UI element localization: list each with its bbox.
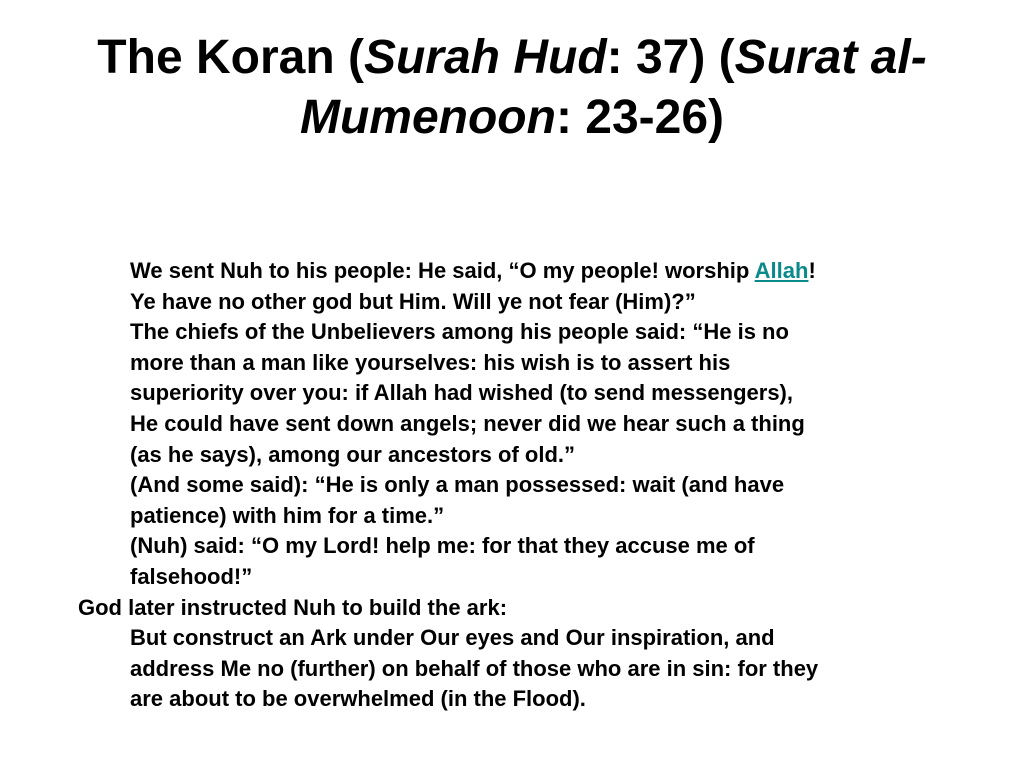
verse-line: (as he says), among our ancestors of old.” (130, 441, 575, 467)
instruction-text: God later instructed Nuh to build the ark: (78, 594, 508, 620)
ark-verse-line: address Me no (further) on behalf of those who are in sin: for they (130, 655, 819, 681)
ark-verse-line: are about to be overwhelmed (in the Flood). (130, 686, 586, 712)
verse-line (130, 256, 978, 287)
title-part-1: The Koran ( (97, 31, 364, 84)
verse-line: (And some said): “He is only a man possessed: wait (and have (130, 472, 785, 498)
verse-line: (Nuh) said: “O my Lord! help me: for that they accuse me of (130, 533, 755, 559)
verse-1-end: ! (808, 258, 816, 283)
slide-title (40, 28, 984, 148)
verse-line: Ye have no other god but Him. Will ye not fear (Him)?” (130, 288, 696, 314)
verse-line: superiority over you: if Allah had wished (to send messengers), (130, 380, 793, 406)
instruction-block (78, 593, 978, 624)
verse-line: falsehood!” (130, 563, 253, 589)
allah-link[interactable]: Allah (754, 258, 809, 283)
verse-block (78, 256, 978, 593)
slide-body (78, 256, 978, 715)
verse-line: patience) with him for a time.” (130, 502, 445, 528)
title-part-5: : 23-26) (555, 91, 725, 144)
title-surat-al-mumenoon: Surat al-Mumenoon (299, 31, 927, 144)
verse-1-text: We sent Nuh to his people: He said, “O my people! worship (130, 258, 755, 283)
verse-line: more than a man like yourselves: his wish is to assert his (130, 349, 731, 375)
ark-verse-line: But construct an Ark under Our eyes and Our inspiration, and (130, 625, 775, 651)
verse-line: He could have sent down angels; never did we hear such a thing (130, 410, 805, 436)
verse-line: The chiefs of the Unbelievers among his people said: “He is no (130, 319, 789, 345)
ark-verse-block (78, 623, 978, 715)
title-surah-hud: Surah Hud (363, 31, 607, 84)
title-part-3: : 37) ( (606, 31, 735, 84)
